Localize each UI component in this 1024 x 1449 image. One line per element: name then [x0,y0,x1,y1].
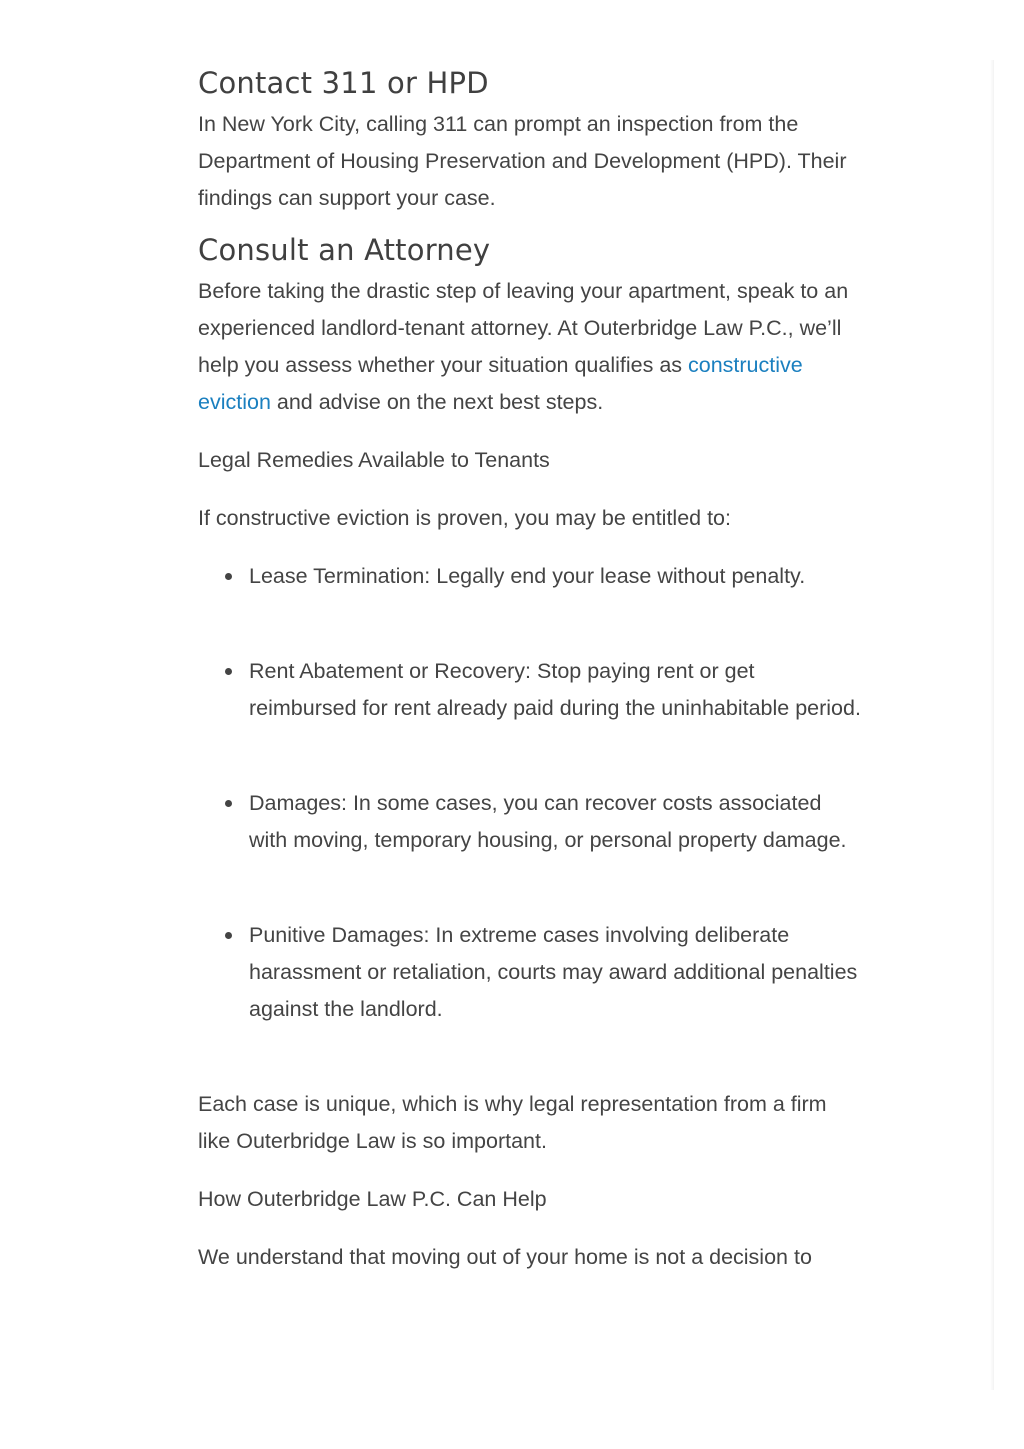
attorney-text-before-link: Before taking the drastic step of leaving your apartment, speak to an experienced landlord-tenant attorney. At Outerbridge Law P.C., we’ll help you assess whether your situation qualifies as [198,279,849,377]
paragraph-contact-311: In New York City, calling 311 can prompt an inspection from the Department of Housing Preservation and Development (HPD). Their findings can support your case. [198,112,847,210]
list-item [198,558,862,595]
heading-legal-remedies: Legal Remedies Available to Tenants [198,448,550,472]
paragraph-remedies-intro: If constructive eviction is proven, you may be entitled to: [198,506,731,530]
list-item [198,785,862,859]
list-item [198,917,862,1028]
paragraph-how-outerbridge-helps: We understand that moving out of your home is not a decision to [198,1245,812,1269]
remedies-list [198,558,862,1028]
paragraph-consult-attorney [198,273,862,421]
list-item-text: Rent Abatement or Recovery: Stop paying rent or get reimbursed for rent already paid during the uninhabitable period. [249,659,861,720]
heading-how-outerbridge-helps: How Outerbridge Law P.C. Can Help [198,1187,547,1211]
bullet-icon [225,800,232,807]
bullet-icon [225,668,232,675]
heading-consult-attorney: Consult an Attorney [198,233,491,267]
list-item-text: Damages: In some cases, you can recover costs associated with moving, temporary housing, or personal property damage. [249,791,847,852]
constructive-eviction-link[interactable]: constructive eviction [198,353,803,414]
heading-contact-311: Contact 311 or HPD [198,66,489,100]
page-edge-shadow [990,60,994,1390]
bullet-icon [225,573,232,580]
attorney-text-after-link: and advise on the next best steps. [270,390,604,414]
paragraph-remedies-closing: Each case is unique, which is why legal representation from a firm like Outerbridge Law is so important. [198,1092,827,1153]
list-item [198,653,862,727]
bullet-icon [225,932,232,939]
article-content [198,62,862,1276]
list-item-text: Lease Termination: Legally end your lease without penalty. [249,564,806,588]
list-item-text: Punitive Damages: In extreme cases involving deliberate harassment or retaliation, courts may award additional penalties against the landlord. [249,923,858,1021]
